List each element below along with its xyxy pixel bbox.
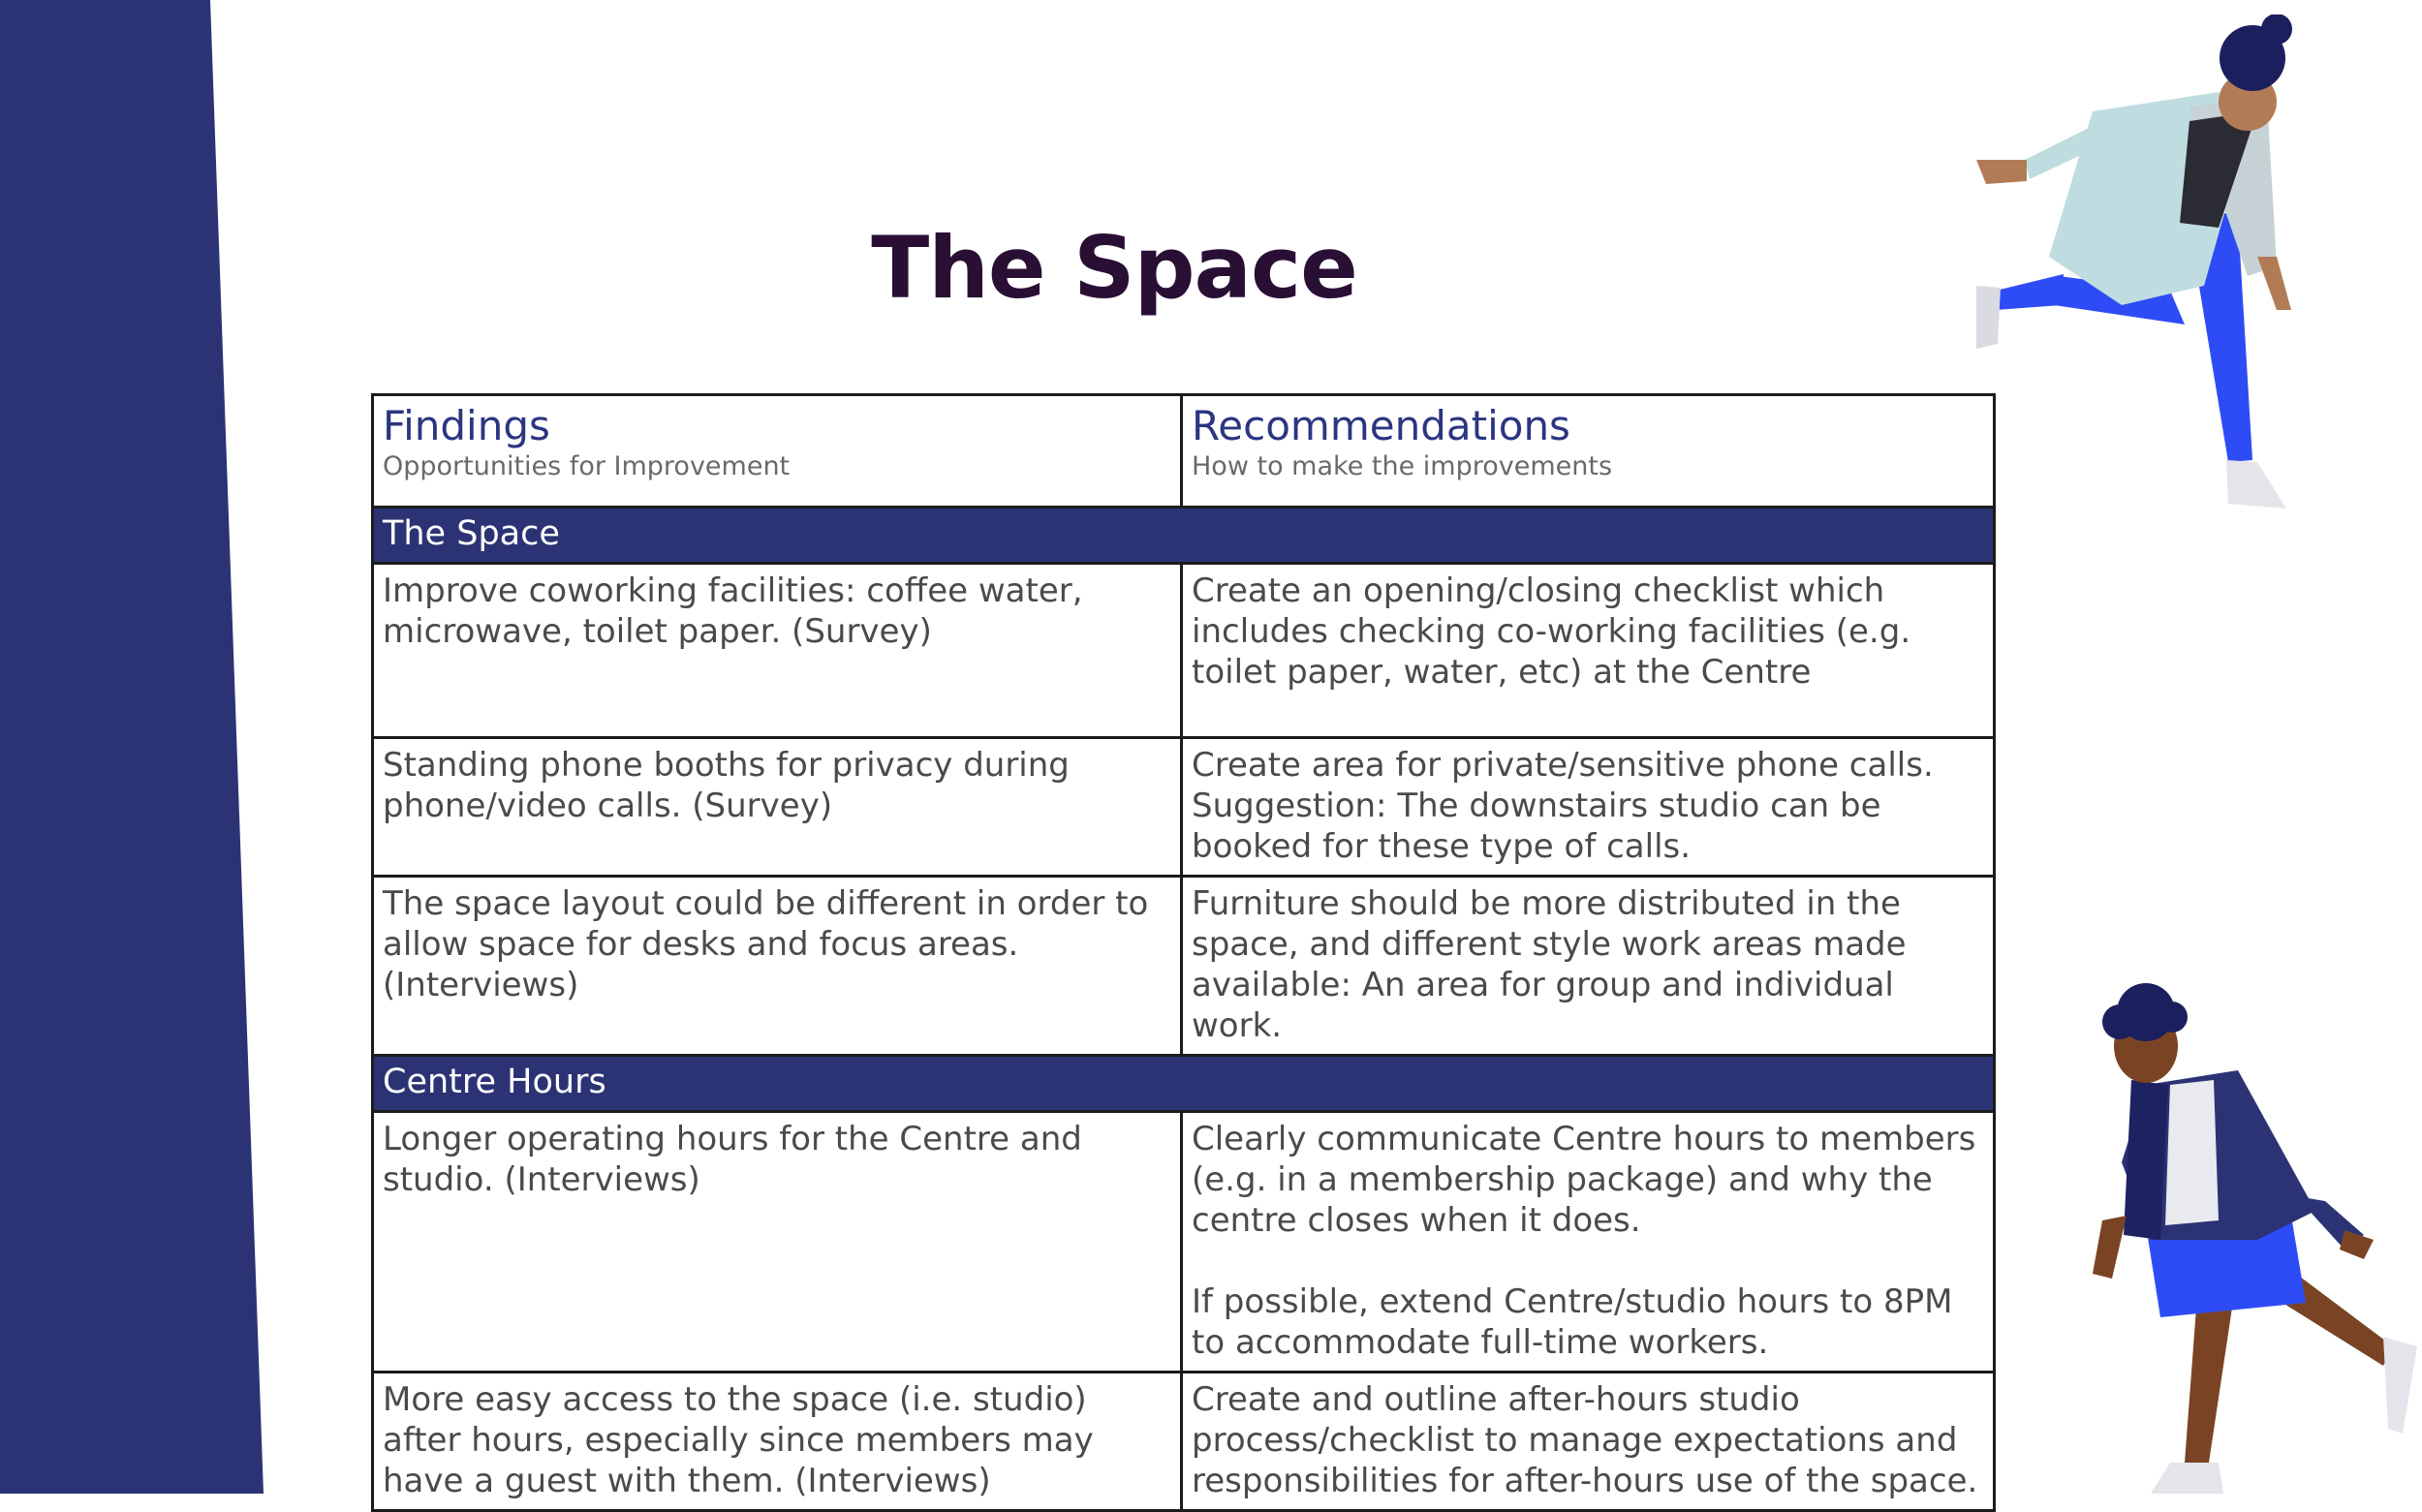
section-row-the-space	[373, 508, 1995, 564]
findings-column-header	[373, 395, 1182, 508]
findings-subheading: Opportunities for Improvement	[383, 451, 791, 481]
walking-woman-illustration	[2054, 978, 2422, 1494]
finding-cell: More easy access to the space (i.e. studio) after hours, especially since members may have a guest with them. (Interviews)	[373, 1373, 1182, 1511]
finding-cell: Longer operating hours for the Centre and studio. (Interviews)	[373, 1112, 1182, 1373]
finding-cell: The space layout could be different in order to allow space for desks and focus areas. (Interviews)	[373, 877, 1182, 1056]
recommendations-heading: Recommendations	[1192, 402, 1570, 449]
section-label: The Space	[373, 508, 1995, 564]
findings-heading: Findings	[383, 402, 550, 449]
table-header-row	[373, 395, 1995, 508]
running-woman-illustration	[1957, 15, 2325, 518]
recommendation-cell: Create an opening/closing checklist which includes checking co-working facilities (e.g. toilet paper, water, etc) at the Centre	[1182, 564, 1995, 738]
recommendation-cell: Create area for private/sensitive phone calls. Suggestion: The downstairs studio can be booked for these type of calls.	[1182, 738, 1995, 877]
section-label: Centre Hours	[373, 1056, 1995, 1112]
finding-cell: Improve coworking facilities: coffee water, microwave, toilet paper. (Survey)	[373, 564, 1182, 738]
page-title: The Space	[871, 218, 1357, 318]
recommendation-cell: Clearly communicate Centre hours to members (e.g. in a membership package) and why the centre closes when it does. If possible, extend Centre/studio hours to 8PM to accommodate full-time workers.	[1182, 1112, 1995, 1373]
finding-cell: Standing phone booths for privacy during phone/video calls. (Survey)	[373, 738, 1182, 877]
table-row	[373, 564, 1995, 738]
recommendation-cell: Create and outline after-hours studio process/checklist to manage expectations and responsibilities for after-hours use of the space.	[1182, 1373, 1995, 1511]
recommendations-column-header	[1182, 395, 1995, 508]
table-row	[373, 738, 1995, 877]
recommendations-subheading: How to make the improvements	[1192, 451, 1613, 481]
findings-recommendations-table	[371, 393, 1996, 1512]
table-row	[373, 1373, 1995, 1511]
recommendation-cell: Furniture should be more distributed in the space, and different style work areas made available: An area for group and individual work.	[1182, 877, 1995, 1056]
table-row	[373, 877, 1995, 1056]
table-row	[373, 1112, 1995, 1373]
section-row-centre-hours	[373, 1056, 1995, 1112]
